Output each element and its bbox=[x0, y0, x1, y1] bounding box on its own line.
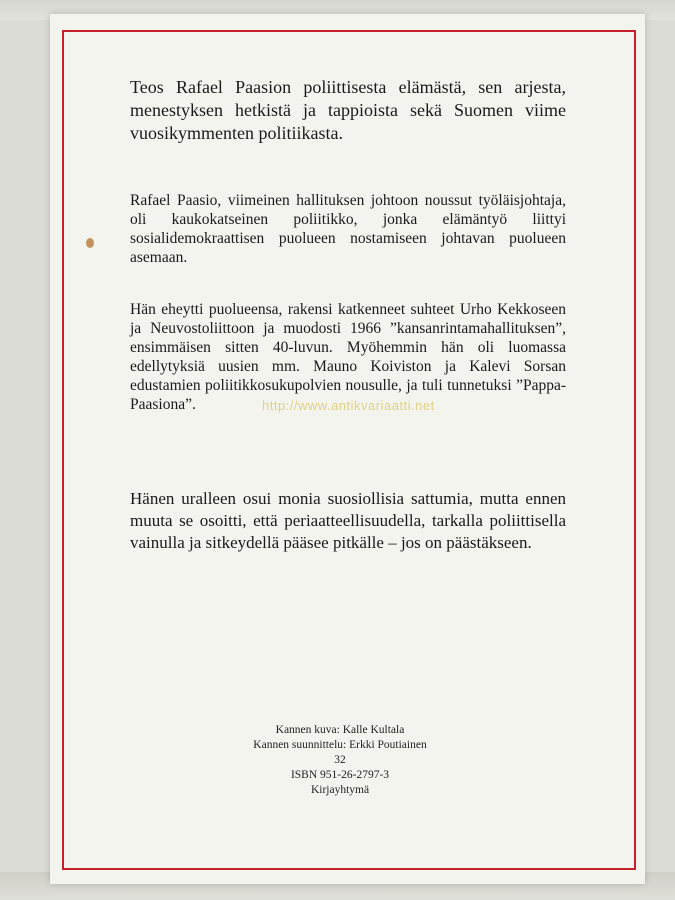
colophon bbox=[160, 723, 520, 798]
publisher: Kirjayhtymä bbox=[310, 784, 370, 796]
cover-design-credit: Kannen suunnittelu: Erkki Poutiainen bbox=[253, 739, 427, 751]
blurb-paragraph-3: Hän eheytti puolueensa, rakensi katkenneet suhteet Urho Kekkoseen ja Neuvostoliittoon ja muodosti 1966 ”kansanrintamahallituksen”, ensimmäisen sitten 40-luvun. Myöhemmin hän oli luomassa edellytyksiä uusien mm. Mauno Koiviston ja Kalevi Sorsan edustamien poliitikkosukupolvien nousulle, ja tuli tunnetuksi ”Pappa-Paasiona”. bbox=[130, 301, 566, 413]
watermark-text: http://www.antikvariaatti.net bbox=[262, 398, 435, 413]
isbn: ISBN 951-26-2797-3 bbox=[290, 769, 390, 781]
blurb-paragraph-1: Teos Rafael Paasion poliittisesta elämästä, sen arjesta, menestyksen hetkistä ja tappioista sekä Suomen viime vuosikymmenten politiikasta. bbox=[130, 77, 566, 143]
series-number: 32 bbox=[334, 754, 346, 766]
cover-photo-credit: Kannen kuva: Kalle Kultala bbox=[275, 724, 405, 736]
blurb-paragraph-4: Hänen uralleen osui monia suosiollisia sattumia, mutta ennen muuta se osoitti, että periaatteellisuudella, tarkalla poliittisella vainulla ja sitkeydellä pääsee pitkälle – jos on päästäkseen. bbox=[130, 489, 566, 552]
blurb-paragraph-2: Rafael Paasio, viimeinen hallituksen johtoon noussut työläisjohtaja, oli kaukokatseinen poliitikko, jonka elämäntyö liittyi sosialidemokraattisen puolueen nostamiseen johtavan puolueen asemaan. bbox=[130, 192, 566, 266]
stain-spot bbox=[86, 238, 94, 248]
